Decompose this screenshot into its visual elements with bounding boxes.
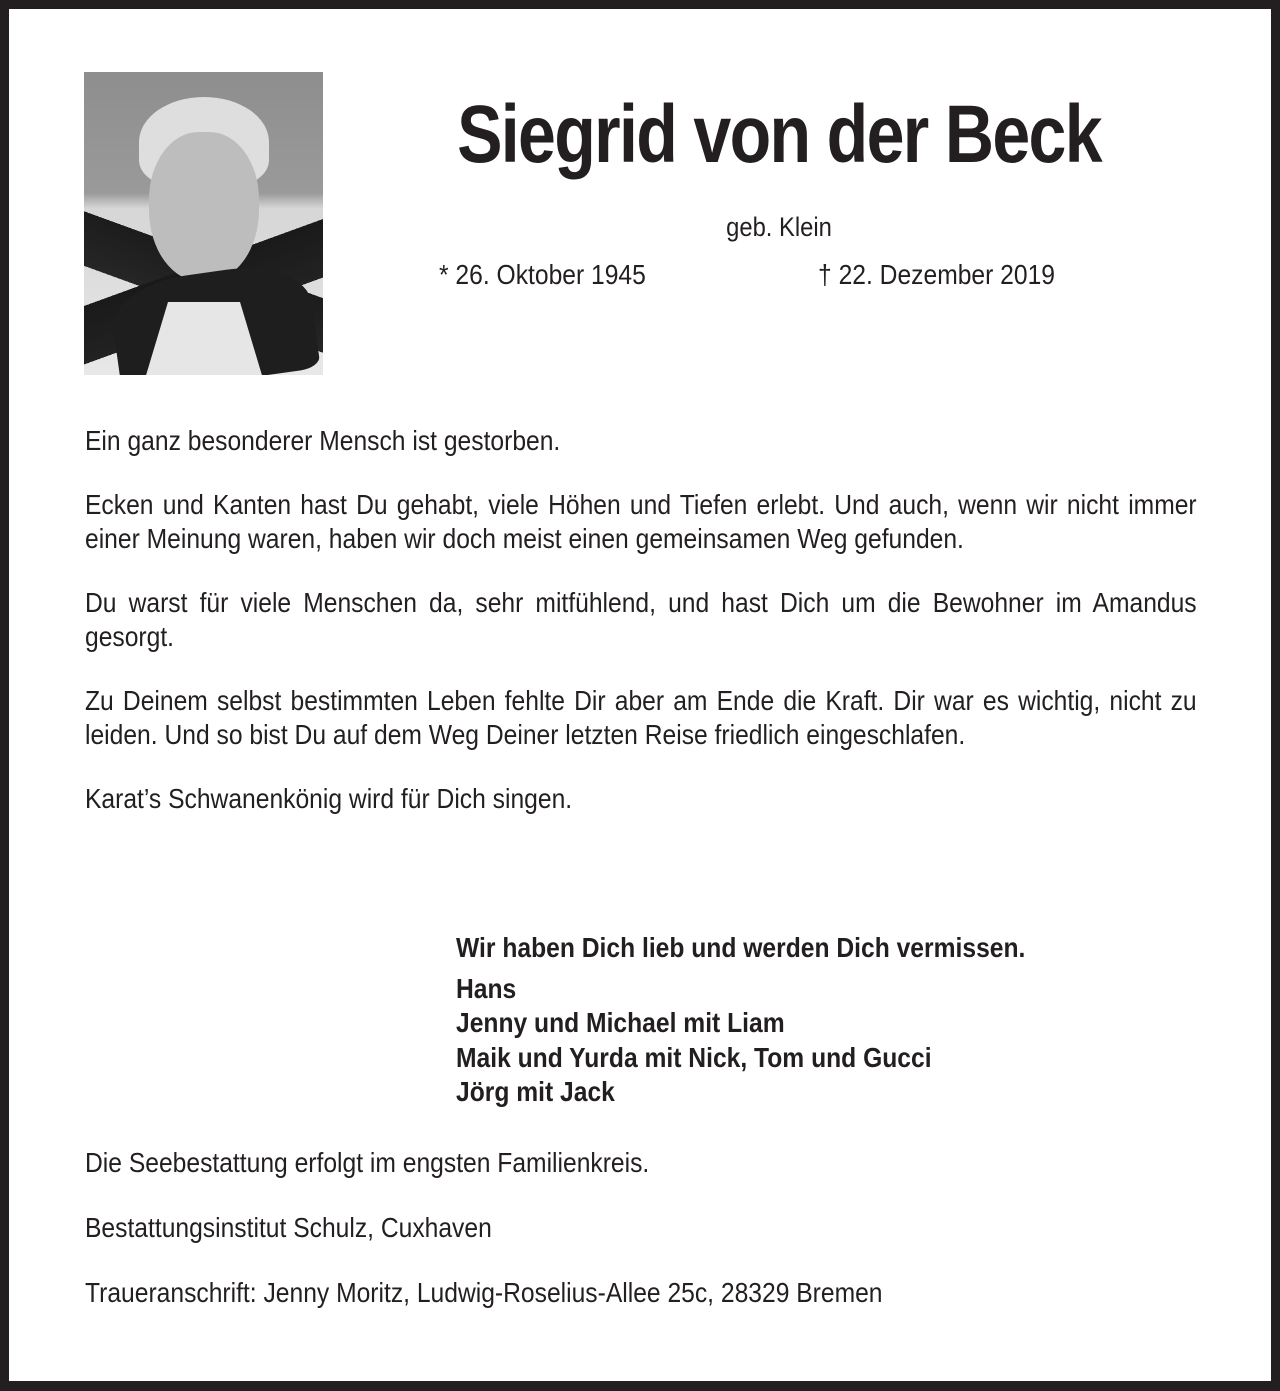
paragraph-text: Du warst für viele Menschen da, sehr mitfühlend, und hast Dich um die Bewohner im Amandus gesorgt. — [85, 586, 1197, 652]
mourner — [456, 972, 1197, 1007]
deceased-name: Siegrid von der Beck — [457, 89, 1101, 180]
paragraph — [85, 488, 1197, 557]
life-dates — [439, 259, 1055, 291]
closing-text: Wir haben Dich lieb und werden Dich vermissen. — [456, 932, 1026, 963]
paragraph-text: Ecken und Kanten hast Du gehabt, viele Höhen und Tiefen erlebt. Und auch, wenn wir nicht immer einer Meinung waren, haben wir doch meist einen gemeinsamen Weg gefunden. — [85, 488, 1197, 554]
paragraph — [85, 782, 1197, 817]
paragraph — [85, 586, 1197, 655]
paragraph — [85, 684, 1197, 753]
closing-line — [456, 931, 1197, 966]
portrait-photo — [84, 72, 323, 375]
paragraph-text: Karat’s Schwanenkönig wird für Dich singen. — [85, 782, 573, 814]
mourner — [456, 1041, 1197, 1076]
birth-date: * 26. Oktober 1945 — [439, 259, 646, 290]
family-signoff — [456, 931, 1197, 1110]
mourner-name: Jenny und Michael mit Liam — [456, 1007, 785, 1038]
mourner-name: Jörg mit Jack — [456, 1076, 615, 1107]
death-date: † 22. Dezember 2019 — [818, 259, 1055, 290]
mourner-name: Maik und Yurda mit Nick, Tom und Gucci — [456, 1041, 932, 1073]
obituary-text — [85, 424, 1197, 845]
mourner-name: Hans — [456, 972, 517, 1004]
mourner — [456, 1075, 1197, 1110]
funeral-home — [85, 1211, 1235, 1245]
burial-note-text: Die Seebestattung erfolgt im engsten Familienkreis. — [85, 1147, 650, 1178]
maiden-name: geb. Klein — [726, 212, 832, 242]
obituary-page — [9, 9, 1271, 1381]
paragraph-text: Ein ganz besonderer Mensch ist gestorben. — [85, 425, 561, 456]
funeral-home-text: Bestattungsinstitut Schulz, Cuxhaven — [85, 1212, 492, 1243]
burial-note — [85, 1146, 1235, 1180]
mourning-address-text: Traueranschrift: Jenny Moritz, Ludwig-Roselius-Allee 25c, 28329 Bremen — [85, 1277, 883, 1308]
mourner — [456, 1006, 1197, 1041]
funeral-info — [85, 1146, 1235, 1341]
mourning-address — [85, 1276, 1235, 1310]
paragraph — [85, 424, 1197, 459]
photo-face-shape — [149, 132, 259, 282]
paragraph-text: Zu Deinem selbst bestimmten Leben fehlte Dir aber am Ende die Kraft. Dir war es wichtig, nicht zu leiden. Und so bist Du auf dem Weg Deiner letzten Reise friedlich eingeschlafen. — [85, 684, 1197, 750]
